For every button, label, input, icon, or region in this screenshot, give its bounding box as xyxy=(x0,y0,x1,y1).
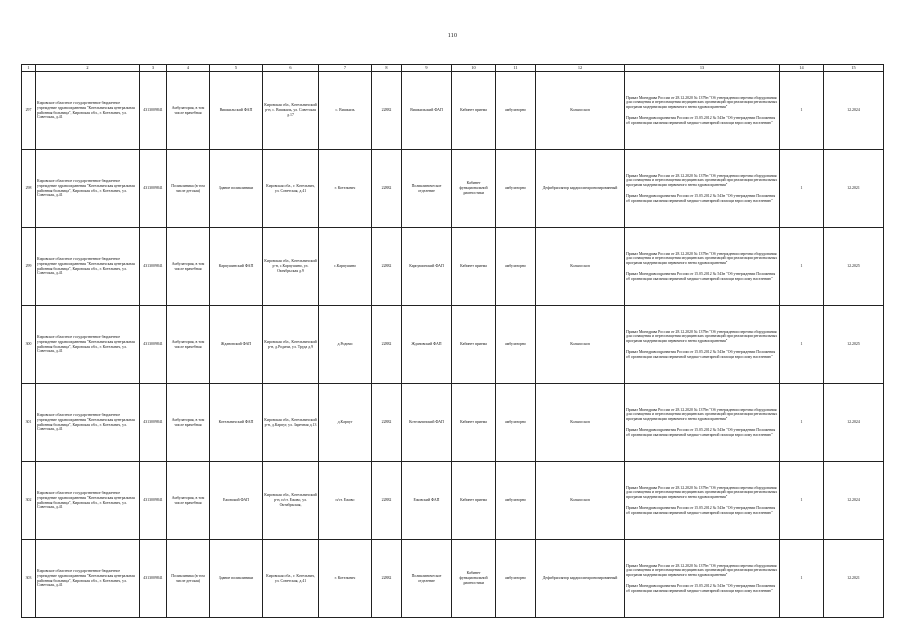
row-number: 302 xyxy=(22,462,36,540)
legal-basis-order-1379n: Приказ Минздрава России от 28.12.2020 № 1379н "Об утверждении перечня оборудования для оснащения и переоснащения медицинских организаций при реализации региональных программ модернизации первичного звена здравоохранения" xyxy=(626,173,778,188)
code-cell: 22882 xyxy=(372,150,402,228)
facility-type-cell: Амбулатория, в том числе врачебная xyxy=(167,462,210,540)
address-cell: Кировская обл., Котельничский р-н, с.Карпушино, ул. Октябрьская д.9 xyxy=(263,228,319,306)
organization-cell: Кировское областное государственное бюджетное учреждение здравоохранения "Котельничская центральная районная больница", Кировская обл., г. Котельнич, ул. Советская, д.41 xyxy=(36,540,140,618)
room-cell: Кабинет приема xyxy=(452,462,496,540)
department-cell: Котельничский ФАП xyxy=(402,384,452,462)
department-cell: Поликлиническое отделение xyxy=(402,150,452,228)
legal-basis-order-543n: Приказ Минздравсоцразвития России от 15.05.2012 № 543н "Об утверждении Положения об организации оказания первичной медико-санитарной помощи взрослому населению" xyxy=(626,115,776,125)
department-cell: Карпушинский ФАП xyxy=(402,228,452,306)
unit-cell: Здание поликлиники xyxy=(210,540,263,618)
date-cell: 12.2024 xyxy=(824,462,884,540)
organization-cell: Кировское областное государственное бюджетное учреждение здравоохранения "Котельничская центральная районная больница", Кировская обл., г. Котельнич, ул. Советская, д.41 xyxy=(36,306,140,384)
column-number: 11 xyxy=(496,65,536,72)
column-number: 4 xyxy=(167,65,210,72)
column-number: 5 xyxy=(210,65,263,72)
row-number: 299 xyxy=(22,228,36,306)
code-cell: 22882 xyxy=(372,540,402,618)
department-cell: Поликлиническое отделение xyxy=(402,540,452,618)
legal-basis-order-1379n: Приказ Минздрава России от 28.12.2020 № 1379н "Об утверждении перечня оборудования для оснащения и переоснащения медицинских организаций при реализации региональных программ модернизации первичного звена здравоохранения" xyxy=(626,95,778,110)
equipment-cell: Дефибриллятор кардиосинхронизированный xyxy=(536,150,625,228)
date-cell: 12.2021 xyxy=(824,150,884,228)
inn-cell: 4313009841 xyxy=(140,384,167,462)
table-row xyxy=(22,384,884,462)
legal-basis-cell xyxy=(625,540,780,618)
locality-cell: п/ст. Ежово xyxy=(319,462,372,540)
column-number: 15 xyxy=(824,65,884,72)
code-cell: 22882 xyxy=(372,462,402,540)
table-row xyxy=(22,150,884,228)
room-cell: Кабинет функциональной диагностики xyxy=(452,540,496,618)
row-number: 300 xyxy=(22,306,36,384)
quantity-cell: 1 xyxy=(780,384,824,462)
legal-basis-order-543n: Приказ Минздравсоцразвития России от 15.05.2012 № 543н "Об утверждении Положения об организации оказания первичной медико-санитарной помощи взрослому населению" xyxy=(626,271,776,281)
unit-cell: Вишкильский ФАП xyxy=(210,72,263,150)
locality-cell: д.Карпуг xyxy=(319,384,372,462)
column-number: 10 xyxy=(452,65,496,72)
room-cell: Кабинет приема xyxy=(452,72,496,150)
unit-cell: Карпушинский ФАП xyxy=(210,228,263,306)
facility-type-cell: Амбулатория, в том числе врачебная xyxy=(167,72,210,150)
legal-basis-cell xyxy=(625,384,780,462)
table-row xyxy=(22,228,884,306)
legal-basis-order-1379n: Приказ Минздрава России от 28.12.2020 № 1379н "Об утверждении перечня оборудования для оснащения и переоснащения медицинских организаций при реализации региональных программ модернизации первичного звена здравоохранения" xyxy=(626,407,778,422)
code-cell: 22882 xyxy=(372,384,402,462)
care-type-cell: амбулаторно xyxy=(496,228,536,306)
quantity-cell: 1 xyxy=(780,228,824,306)
table-row xyxy=(22,540,884,618)
date-cell: 12.2024 xyxy=(824,72,884,150)
legal-basis-order-543n: Приказ Минздравсоцразвития России от 15.05.2012 № 543н "Об утверждении Положения об организации оказания первичной медико-санитарной помощи взрослому населению" xyxy=(626,349,776,359)
inn-cell: 4313009841 xyxy=(140,540,167,618)
legal-basis-order-543n: Приказ Минздравсоцразвития России от 15.05.2012 № 543н "Об утверждении Положения об организации оказания первичной медико-санитарной помощи взрослому населению" xyxy=(626,583,776,593)
quantity-cell: 1 xyxy=(780,462,824,540)
column-number: 3 xyxy=(140,65,167,72)
column-number: 7 xyxy=(319,65,372,72)
row-number: 298 xyxy=(22,150,36,228)
care-type-cell: амбулаторно xyxy=(496,150,536,228)
column-number: 9 xyxy=(402,65,452,72)
legal-basis-cell xyxy=(625,306,780,384)
department-cell: Вишкильский ФАП xyxy=(402,72,452,150)
row-number: 303 xyxy=(22,540,36,618)
organization-cell: Кировское областное государственное бюджетное учреждение здравоохранения "Котельничская центральная районная больница", Кировская обл., г. Котельнич, ул. Советская, д.41 xyxy=(36,384,140,462)
address-cell: Кировская обл., г. Котельнич, ул. Советская, д.41 xyxy=(263,540,319,618)
inn-cell: 4313009841 xyxy=(140,462,167,540)
equipment-cell: Кольпоскоп xyxy=(536,228,625,306)
unit-cell: Ждановский ФАП xyxy=(210,306,263,384)
column-number: 2 xyxy=(36,65,140,72)
legal-basis-cell xyxy=(625,150,780,228)
legal-basis-order-1379n: Приказ Минздрава России от 28.12.2020 № 1379н "Об утверждении перечня оборудования для оснащения и переоснащения медицинских организаций при реализации региональных программ модернизации первичного звена здравоохранения" xyxy=(626,329,778,344)
column-number: 1 xyxy=(22,65,36,72)
date-cell: 12.2021 xyxy=(824,540,884,618)
facility-type-cell: Амбулатория, в том числе врачебная xyxy=(167,384,210,462)
equipment-table xyxy=(21,64,884,618)
care-type-cell: амбулаторно xyxy=(496,384,536,462)
room-cell: Кабинет функциональной диагностики xyxy=(452,150,496,228)
address-cell: Кировская обл., Котельничский р-н, п/ст. Ежово, ул. Октябрьская, xyxy=(263,462,319,540)
column-number: 14 xyxy=(780,65,824,72)
date-cell: 12.2025 xyxy=(824,228,884,306)
address-cell: Кировская обл., Котельничский р-н, д.Карпуг, ул. Заречная д.13 xyxy=(263,384,319,462)
quantity-cell: 1 xyxy=(780,540,824,618)
legal-basis-order-543n: Приказ Минздравсоцразвития России от 15.05.2012 № 543н "Об утверждении Положения об организации оказания первичной медико-санитарной помощи взрослому населению" xyxy=(626,427,776,437)
equipment-cell: Дефибриллятор кардиосинхронизированный xyxy=(536,540,625,618)
room-cell: Кабинет приема xyxy=(452,384,496,462)
date-cell: 12.2024 xyxy=(824,384,884,462)
inn-cell: 4313009841 xyxy=(140,150,167,228)
inn-cell: 4313009841 xyxy=(140,72,167,150)
care-type-cell: амбулаторно xyxy=(496,540,536,618)
legal-basis-order-543n: Приказ Минздравсоцразвития России от 15.05.2012 № 543н "Об утверждении Положения об организации оказания первичной медико-санитарной помощи взрослому населению" xyxy=(626,505,776,515)
locality-cell: г. Котельнич xyxy=(319,150,372,228)
address-cell: Кировская обл., г. Котельнич, ул. Советская, д.41 xyxy=(263,150,319,228)
inn-cell: 4313009841 xyxy=(140,306,167,384)
legal-basis-order-1379n: Приказ Минздрава России от 28.12.2020 № 1379н "Об утверждении перечня оборудования для оснащения и переоснащения медицинских организаций при реализации региональных программ модернизации первичного звена здравоохранения" xyxy=(626,485,778,500)
locality-cell: с. Вишкиль xyxy=(319,72,372,150)
organization-cell: Кировское областное государственное бюджетное учреждение здравоохранения "Котельничская центральная районная больница", Кировская обл., г. Котельнич, ул. Советская, д.41 xyxy=(36,462,140,540)
equipment-cell: Кольпоскоп xyxy=(536,306,625,384)
legal-basis-cell xyxy=(625,462,780,540)
organization-cell: Кировское областное государственное бюджетное учреждение здравоохранения "Котельничская центральная районная больница", Кировская обл., г. Котельнич, ул. Советская, д.41 xyxy=(36,72,140,150)
row-number: 297 xyxy=(22,72,36,150)
care-type-cell: амбулаторно xyxy=(496,72,536,150)
care-type-cell: амбулаторно xyxy=(496,306,536,384)
locality-cell: г. Котельнич xyxy=(319,540,372,618)
department-cell: Ежовский ФАП xyxy=(402,462,452,540)
column-number: 6 xyxy=(263,65,319,72)
facility-type-cell: Поликлиника (в том числе детская) xyxy=(167,540,210,618)
date-cell: 12.2025 xyxy=(824,306,884,384)
column-number: 13 xyxy=(625,65,780,72)
department-cell: Ждановский ФАП xyxy=(402,306,452,384)
facility-type-cell: Поликлиника (в том числе детская) xyxy=(167,150,210,228)
address-cell: Кировская обл., Котельничский р-н, д.Родичи, ул. Труда д.9 xyxy=(263,306,319,384)
code-cell: 22882 xyxy=(372,228,402,306)
code-cell: 22882 xyxy=(372,306,402,384)
table-row xyxy=(22,72,884,150)
quantity-cell: 1 xyxy=(780,150,824,228)
legal-basis-order-543n: Приказ Минздравсоцразвития России от 15.05.2012 № 543н "Об утверждении Положения об организации оказания первичной медико-санитарной помощи взрослому населению" xyxy=(626,193,776,203)
address-cell: Кировская обл., Котельничский р-н, с. Вишкиль, ул. Советская д.17 xyxy=(263,72,319,150)
equipment-cell: Кольпоскоп xyxy=(536,462,625,540)
facility-type-cell: Амбулатория, в том числе врачебная xyxy=(167,228,210,306)
locality-cell: д.Родичи xyxy=(319,306,372,384)
page-number: 110 xyxy=(447,33,458,39)
table-row xyxy=(22,306,884,384)
table-row xyxy=(22,462,884,540)
column-number-row xyxy=(22,65,884,72)
column-number: 12 xyxy=(536,65,625,72)
room-cell: Кабинет приема xyxy=(452,306,496,384)
legal-basis-order-1379n: Приказ Минздрава России от 28.12.2020 № 1379н "Об утверждении перечня оборудования для оснащения и переоснащения медицинских организаций при реализации региональных программ модернизации первичного звена здравоохранения" xyxy=(626,563,778,578)
unit-cell: Котельничский ФАП xyxy=(210,384,263,462)
unit-cell: Здание поликлиники xyxy=(210,150,263,228)
code-cell: 22882 xyxy=(372,72,402,150)
facility-type-cell: Амбулатория, в том числе врачебная xyxy=(167,306,210,384)
quantity-cell: 1 xyxy=(780,72,824,150)
organization-cell: Кировское областное государственное бюджетное учреждение здравоохранения "Котельничская центральная районная больница", Кировская обл., г. Котельнич, ул. Советская, д.41 xyxy=(36,228,140,306)
inn-cell: 4313009841 xyxy=(140,228,167,306)
legal-basis-cell xyxy=(625,228,780,306)
locality-cell: с.Карпушино xyxy=(319,228,372,306)
row-number: 301 xyxy=(22,384,36,462)
quantity-cell: 1 xyxy=(780,306,824,384)
equipment-cell: Кольпоскоп xyxy=(536,384,625,462)
care-type-cell: амбулаторно xyxy=(496,462,536,540)
equipment-cell: Кольпоскоп xyxy=(536,72,625,150)
organization-cell: Кировское областное государственное бюджетное учреждение здравоохранения "Котельничская центральная районная больница", Кировская обл., г. Котельнич, ул. Советская, д.41 xyxy=(36,150,140,228)
legal-basis-cell xyxy=(625,72,780,150)
unit-cell: Ежовский ФАП xyxy=(210,462,263,540)
room-cell: Кабинет приема xyxy=(452,228,496,306)
column-number: 8 xyxy=(372,65,402,72)
legal-basis-order-1379n: Приказ Минздрава России от 28.12.2020 № 1379н "Об утверждении перечня оборудования для оснащения и переоснащения медицинских организаций при реализации региональных программ модернизации первичного звена здравоохранения" xyxy=(626,251,778,266)
